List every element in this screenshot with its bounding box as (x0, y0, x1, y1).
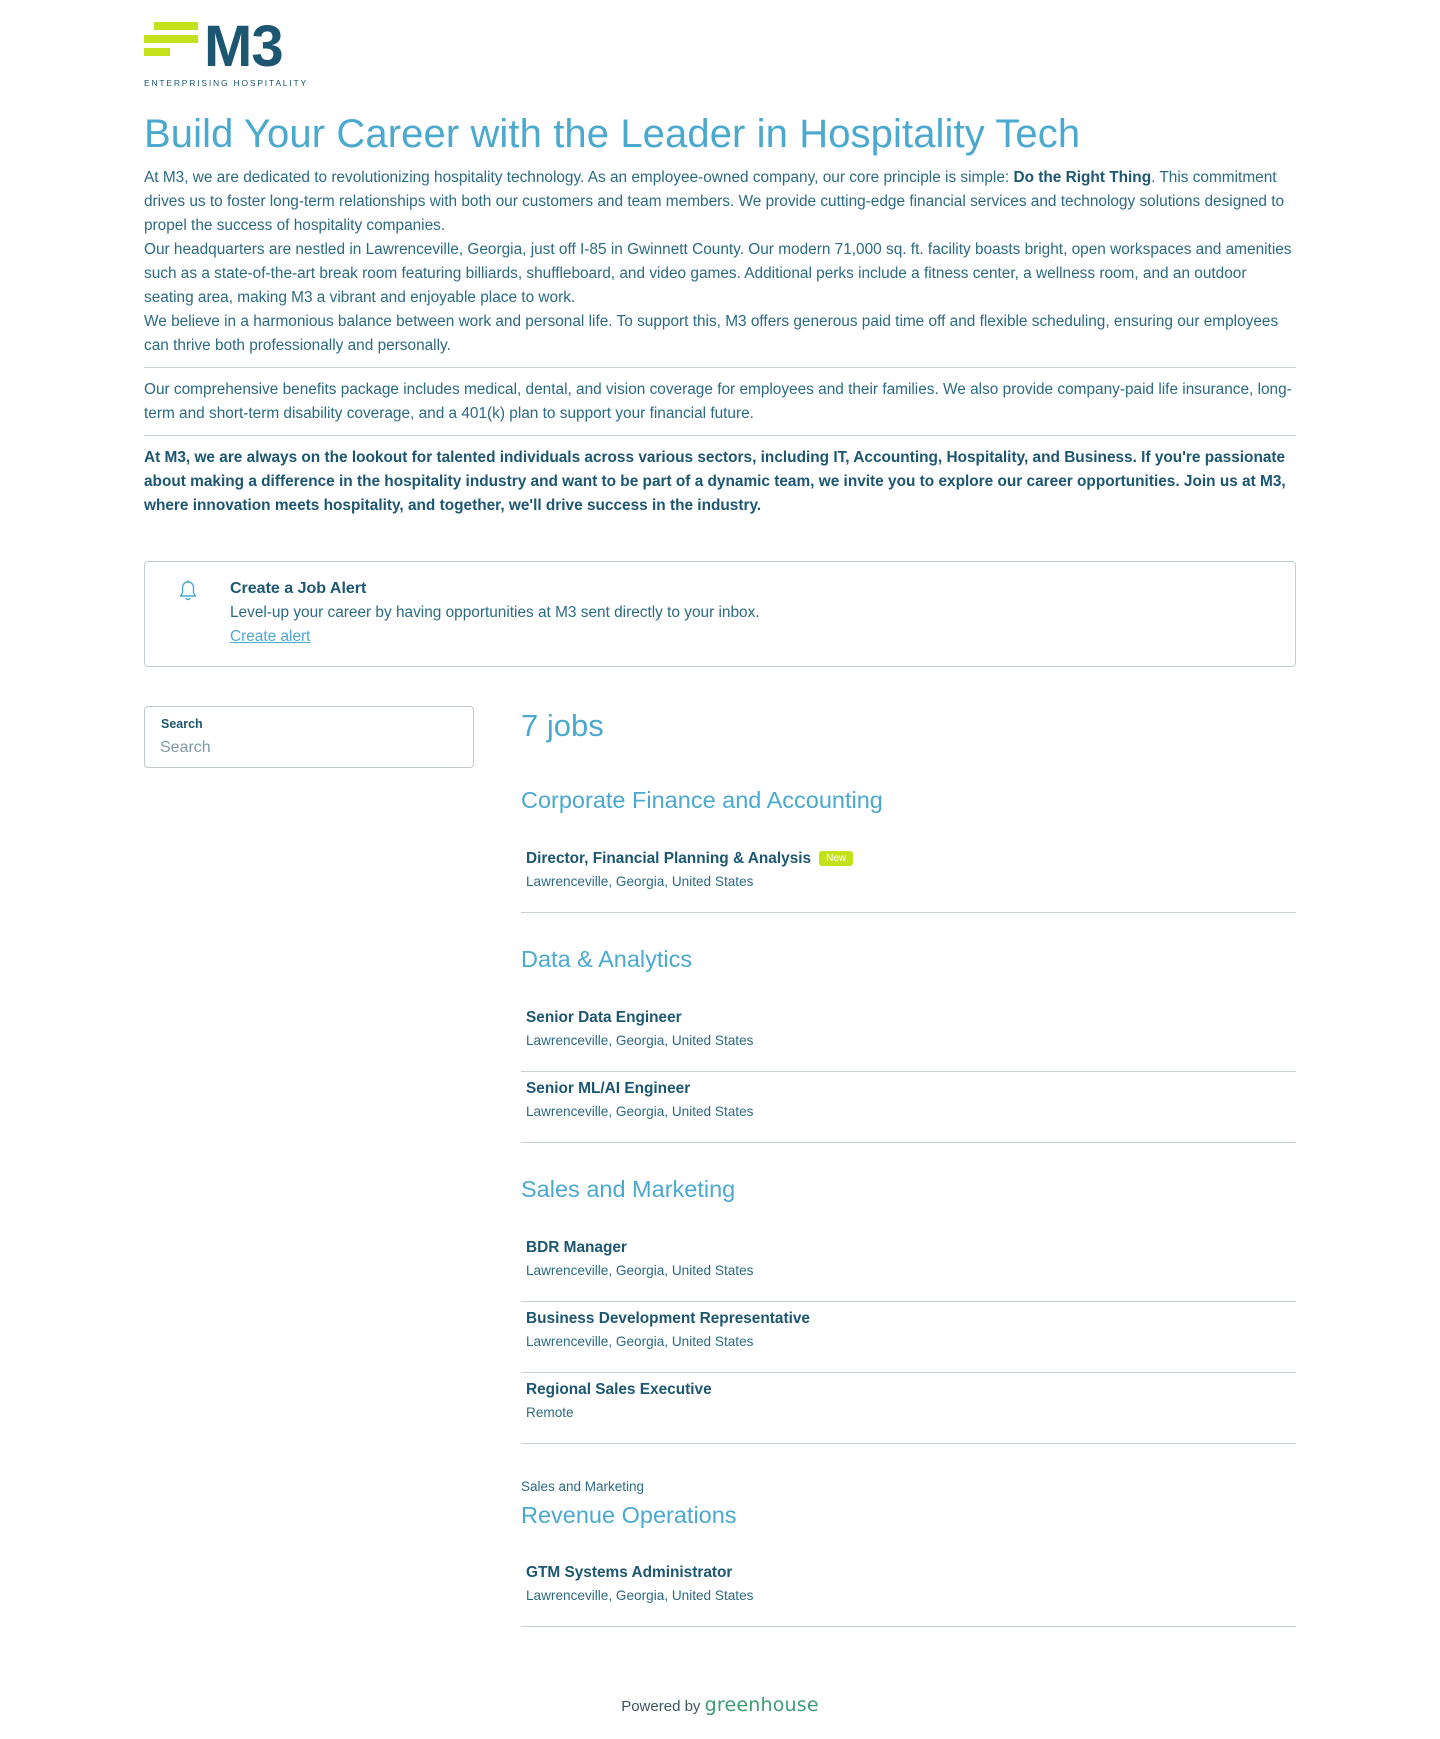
logo-wordmark: M3 (204, 14, 283, 79)
job-title: BDR Manager (526, 1239, 627, 1256)
parent-department-label: Sales and Marketing (521, 1479, 645, 1494)
benefits-paragraph: Our comprehensive benefits package includes medical, dental, and vision coverage for employees and their families. We also provide company-paid life insurance, long-term and short-term disability coverage, and a 401(k) plan to support your financial future. (144, 381, 1292, 422)
new-badge: New (819, 851, 853, 866)
job-alert-card (144, 561, 1296, 667)
job-row[interactable] (521, 1001, 1296, 1072)
job-row[interactable] (521, 1302, 1296, 1373)
intro-bold-phrase: Do the Right Thing (1013, 169, 1152, 186)
department-title: Sales and Marketing (521, 1176, 736, 1202)
divider (144, 435, 1296, 436)
job-row[interactable] (521, 1231, 1296, 1302)
job-title: GTM Systems Administrator (526, 1564, 733, 1581)
job-row[interactable] (521, 1556, 1296, 1627)
bell-icon (178, 580, 198, 602)
search-input[interactable] (160, 736, 450, 760)
job-row[interactable] (521, 1373, 1296, 1444)
job-title: Regional Sales Executive (526, 1381, 712, 1398)
job-row[interactable] (521, 842, 1296, 913)
create-alert-link[interactable]: Create alert (230, 628, 311, 645)
job-location: Lawrenceville, Georgia, United States (526, 1033, 754, 1048)
job-alert-title: Create a Job Alert (230, 580, 367, 597)
job-location: Lawrenceville, Georgia, United States (526, 1334, 754, 1349)
job-location: Remote (526, 1405, 574, 1420)
search-field[interactable] (144, 706, 474, 768)
department-title: Revenue Operations (521, 1502, 737, 1528)
job-location: Lawrenceville, Georgia, United States (526, 874, 754, 889)
logo-tagline: ENTERPRISING HOSPITALITY (144, 78, 308, 88)
intro-section (144, 166, 1296, 518)
job-alert-description: Level-up your career by having opportunities at M3 sent directly to your inbox. (230, 604, 760, 621)
divider (144, 367, 1296, 368)
greenhouse-logo[interactable]: greenhouse (704, 1694, 819, 1716)
job-title: Director, Financial Planning & Analysis (526, 850, 812, 867)
department-title: Corporate Finance and Accounting (521, 787, 883, 813)
job-title: Business Development Representative (526, 1310, 810, 1327)
jobs-count: 7 jobs (521, 708, 604, 743)
footer (144, 1694, 1296, 1716)
powered-by-text: Powered by (621, 1698, 701, 1715)
job-title: Senior ML/AI Engineer (526, 1080, 691, 1097)
department-title: Data & Analytics (521, 946, 693, 972)
job-location: Lawrenceville, Georgia, United States (526, 1588, 754, 1603)
job-location: Lawrenceville, Georgia, United States (526, 1104, 754, 1119)
m3-logo[interactable] (144, 14, 308, 92)
intro-paragraph-2: Our headquarters are nestled in Lawrenceville, Georgia, just off I-85 in Gwinnett County. Our modern 71,000 sq. ft. facility boasts bright, open workspaces and amenities such as a state-of-the-art break room featuring billiards, shuffleboard, and video games. Additional perks include a fitness center, a wellness room, and an outdoor seating area, making M3 a vibrant and enjoyable place to work. (144, 241, 1292, 306)
search-label: Search (161, 717, 203, 731)
careers-paragraph: At M3, we are always on the lookout for talented individuals across various sectors, including IT, Accounting, Hospitality, and Business. If you're passionate about making a difference in the hospitality industry and want to be part of a dynamic team, we invite you to explore our career opportunities. Join us at M3, where innovation meets hospitality, and together, we'll drive success in the industry. (144, 449, 1286, 514)
job-title: Senior Data Engineer (526, 1009, 682, 1026)
intro-paragraph-1: At M3, we are dedicated to revolutionizing hospitality technology. As an employee-owned company, our core principle is simple: Do the Right Thing. This commitment drives us to foster long-term relationships with both our customers and team members. We provide cutting-edge financial services and technology solutions designed to propel the success of hospitality companies. (144, 169, 1285, 234)
job-row[interactable] (521, 1072, 1296, 1143)
page-title: Build Your Career with the Leader in Hospitality Tech (144, 112, 1081, 156)
job-location: Lawrenceville, Georgia, United States (526, 1263, 754, 1278)
intro-paragraph-3: We believe in a harmonious balance between work and personal life. To support this, M3 offers generous paid time off and flexible scheduling, ensuring our employees can thrive both professionally and personally. (144, 313, 1279, 354)
